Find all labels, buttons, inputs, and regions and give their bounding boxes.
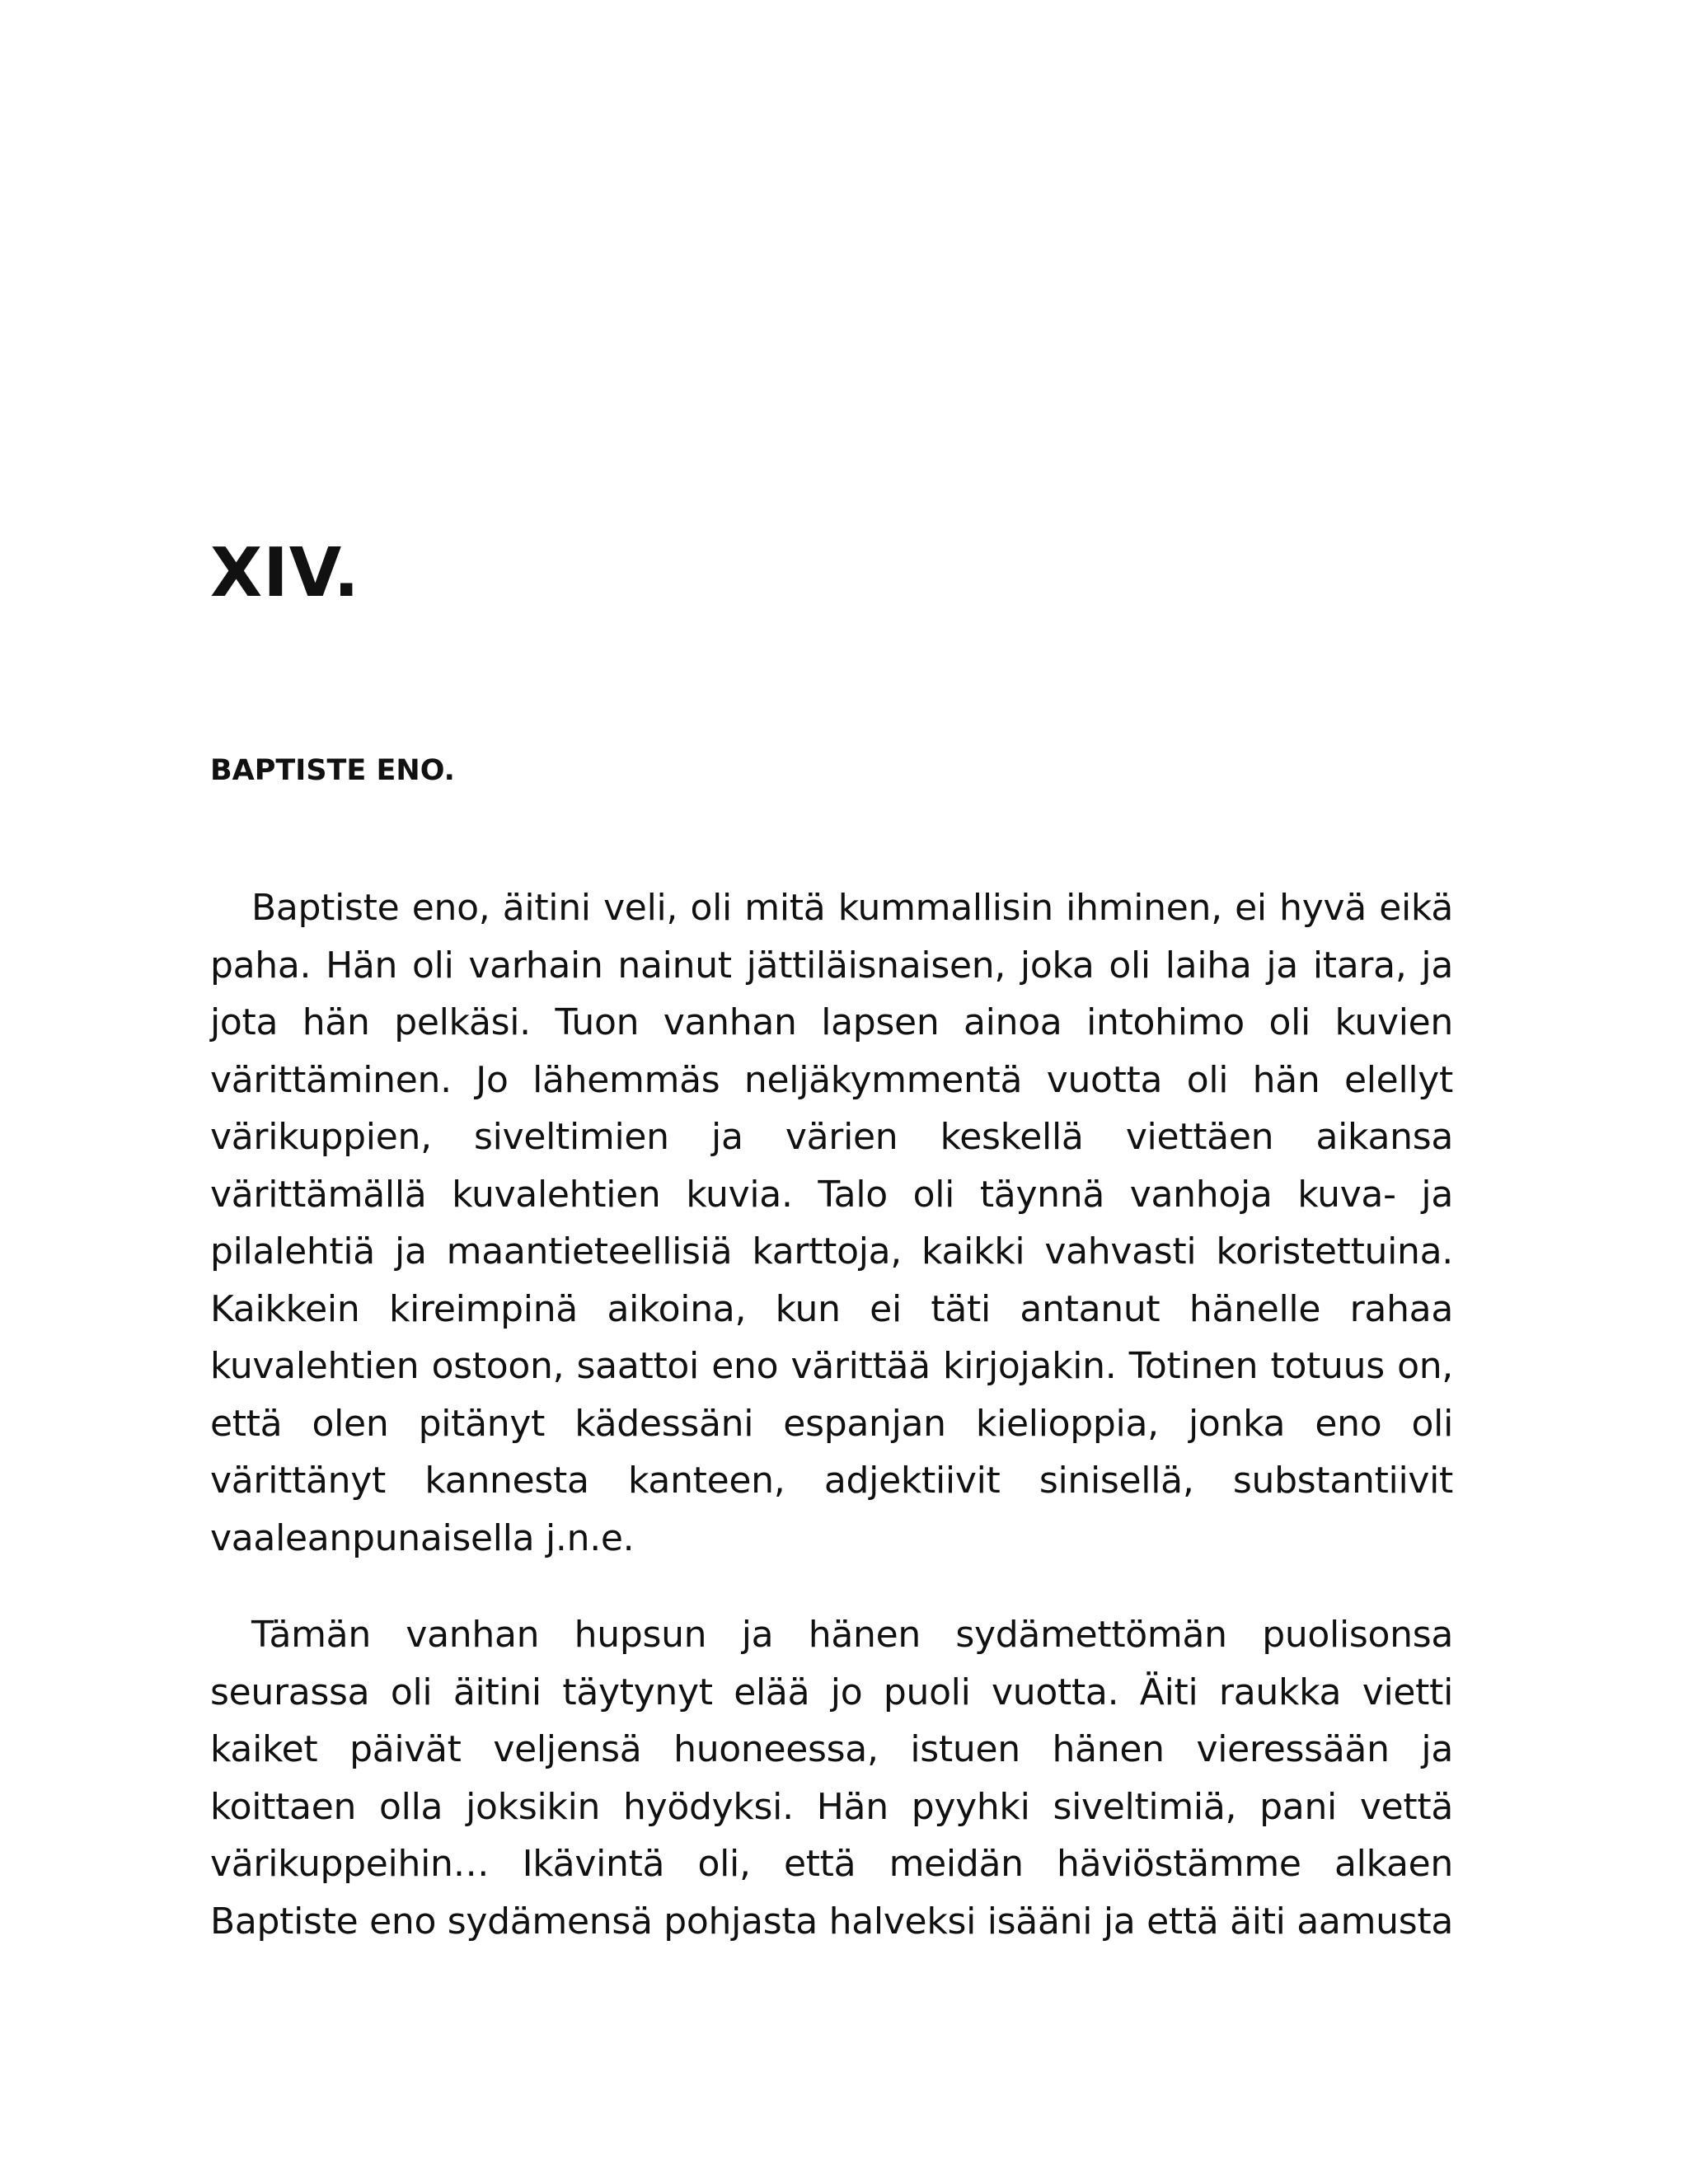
paragraph-2: Tämän vanhan hupsun ja hänen sydämettömän puolisonsa seurassa oli äitini täytynyt elää jo puoli vuotta. Äiti raukka vietti kaiket päivät veljensä huoneessa, istuen hänen vieressään ja koittaen olla joksikin hyödyksi. Hän pyyhki siveltimiä, pani vettä värikuppeihin… Ikävintä oli, että meidän häviöstämme alkaen Baptiste eno sydämensä pohjasta halveksi isääni ja että äiti aamusta bbox=[210, 1614, 1453, 1943]
chapter-title: BAPTISTE ENO. bbox=[210, 754, 455, 787]
chapter-body bbox=[210, 879, 1453, 1950]
paragraph-1: Baptiste eno, äitini veli, oli mitä kummallisin ihminen, ei hyvä eikä paha. Hän oli varhain nainut jättiläisnaisen, joka oli laiha ja itara, ja jota hän pelkäsi. Tuon vanhan lapsen ainoa intohimo oli kuvien värittäminen. Jo lähemmäs neljäkymmentä vuotta oli hän elellyt värikuppien, siveltimien ja värien keskellä viettäen aikansa värittämällä kuvalehtien kuvia. Talo oli täynnä vanhoja kuva- ja pilalehtiä ja maantieteellisiä karttoja, kaikki vahvasti koristettuina. Kaikkein kireimpinä aikoina, kun ei täti antanut hänelle rahaa kuvalehtien ostoon, saattoi eno värittää kirjojakin. Totinen totuus on, että olen pitänyt kädessäni espanjan kielioppia, jonka eno oli värittänyt kannesta kanteen, adjektiivit sinisellä, substantiivit vaaleanpunaisella j.n.e. bbox=[210, 887, 1453, 1559]
chapter-number: XIV. bbox=[210, 534, 360, 612]
